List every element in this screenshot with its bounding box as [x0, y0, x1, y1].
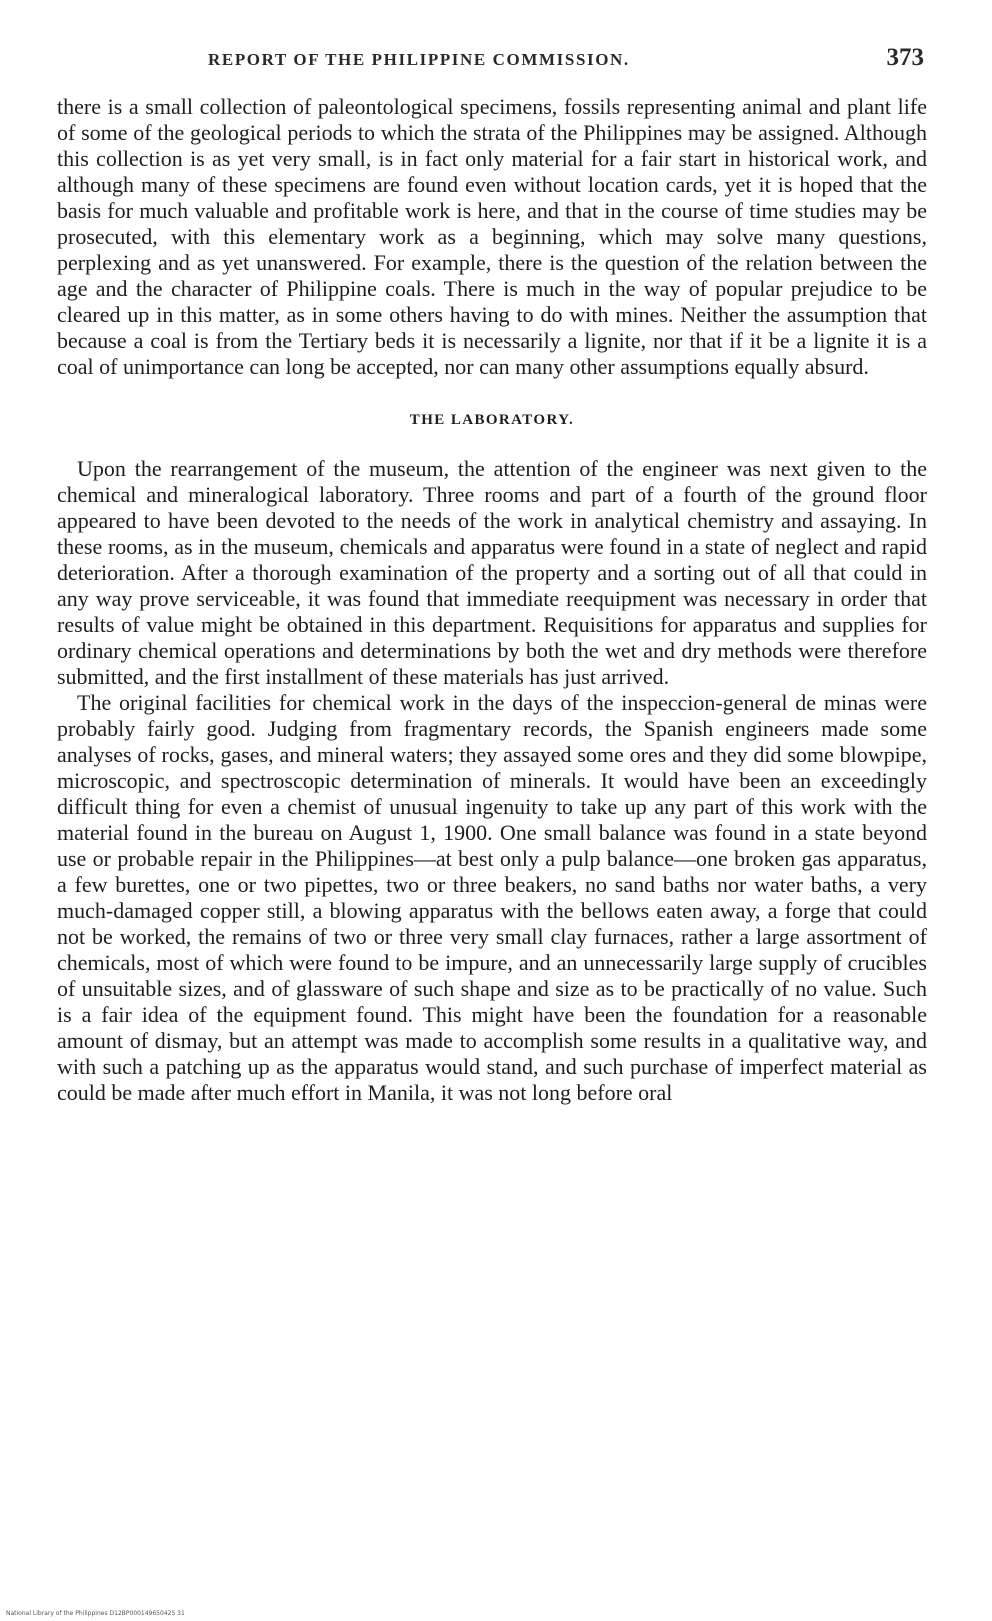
section-heading: THE LABORATORY. — [409, 412, 575, 428]
paragraph-laboratory-intro: Upon the rearrangement of the museum, the attention of the engineer was next given to the chemical and mineralogical laboratory. Three rooms and part of a fourth of the ground floor appeared to have been devoted to the needs of the work in analytical chemistry and assaying. In these rooms, as in the museum, chemicals and apparatus were found in a state of neglect and rapid deterioration. After a thorough examination of the property and a sorting out of all that could in any way prove serviceable, it was found that immediate reequipment was necessary in order that results of value might be obtained in this department. Requisitions for apparatus and supplies for ordinary chemical operations and determinations by both the wet and dry methods were therefore submitted, and the first installment of these materials has just arrived. — [57, 456, 927, 689]
running-header — [0, 44, 992, 76]
scan-credit: National Library of the Philippines D12BP000149650425 31 — [6, 1610, 185, 1617]
paragraph-original-facilities: The original facilities for chemical work in the days of the inspeccion-general de minas were probably fairly good. Judging from fragmentary records, the Spanish engineers made some analyses of rocks, gases, and mineral waters; they assayed some ores and they did some blowpipe, microscopic, and spectroscopic determination of minerals. It would have been an exceedingly difficult thing for even a chemist of unusual ingenuity to take up any part of this work with the material found in the bureau on August 1, 1900. One small balance was found in a state beyond use or probable repair in the Philippines—at best only a pulp balance—one broken gas apparatus, a few burettes, one or two pipettes, two or three beakers, no sand baths nor water baths, a very much-damaged copper still, a blowing apparatus with the bellows eaten away, a forge that could not be worked, the remains of two or three very small clay furnaces, rather a large assortment of chemicals, most of which were found to be impure, and an unnecessarily large supply of crucibles of unsuitable sizes, and of glassware of such shape and size as to be practically of no value. Such is a fair idea of the equipment found. This might have been the foundation for a reasonable amount of dismay, but an attempt was made to accomplish some results in a qualitative way, and with such a patching up as the apparatus would stand, and such purchase of imperfect material as could be made after much effort in Manila, it was not long before oral — [57, 690, 927, 1105]
body-text — [57, 94, 927, 1106]
paragraph-continued: there is a small collection of paleontological specimens, fossils representing animal and plant life of some of the geological periods to which the strata of the Philippines may be assigned. Although this collection is as yet very small, is in fact only material for a fair start in historical work, and although many of these specimens are found even without location cards, yet it is hoped that the basis for much valuable and profitable work is here, and that in the course of time studies may be prosecuted, with this elementary work as a beginning, which may solve many questions, perplexing and as yet unanswered. For example, there is the question of the relation between the age and the character of Philippine coals. There is much in the way of popular prejudice to be cleared up in this matter, as in some others having to do with mines. Neither the assumption that because a coal is from the Tertiary beds it is necessarily a lignite, nor that if it be a lignite it is a coal of unimportance can long be accepted, nor can many other assumptions equally absurd. — [57, 94, 927, 379]
page-number: 373 — [886, 44, 924, 71]
running-title: REPORT OF THE PHILIPPINE COMMISSION. — [208, 50, 630, 69]
